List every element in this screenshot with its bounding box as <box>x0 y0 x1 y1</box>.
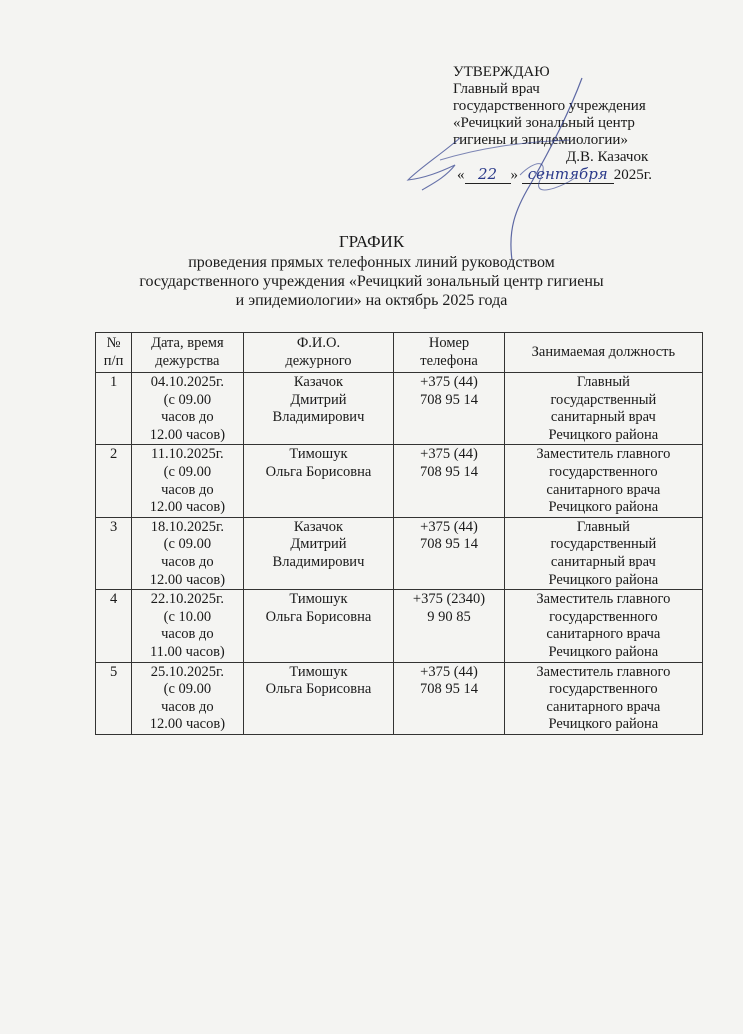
cell-position <box>504 373 702 445</box>
approval-date <box>457 166 652 184</box>
table-row <box>96 590 703 662</box>
table-row <box>96 517 703 589</box>
cell-line: 04.10.2025г. <box>150 374 224 390</box>
cell-line: 25.10.2025г. <box>150 663 224 680</box>
cell-phone <box>394 662 504 734</box>
cell-line: 2 <box>109 446 118 463</box>
cell-line: государственного <box>549 463 658 480</box>
cell-line: 18.10.2025г. <box>150 518 224 535</box>
cell-number <box>96 590 132 662</box>
cell-line: 5 <box>109 663 118 680</box>
date-close-quote: » <box>510 167 518 183</box>
header-line: № <box>106 335 121 352</box>
cell-line: +375 (44) <box>420 446 478 463</box>
cell-line: государственный <box>550 391 657 408</box>
cell-line: 11.00 часов) <box>149 643 225 660</box>
cell-line: 12.00 часов) <box>149 426 226 443</box>
cell-line: 22.10.2025г. <box>150 591 224 608</box>
cell-name <box>243 445 394 517</box>
header-phone <box>394 333 504 373</box>
cell-line: Заместитель главного <box>536 663 671 680</box>
cell-line: Дмитрий <box>290 536 347 553</box>
title-subtitle-line: проведения прямых телефонных линий руководством <box>188 254 555 271</box>
date-day: 22 <box>465 166 511 184</box>
cell-line: (с 09.00 <box>163 391 212 408</box>
cell-date <box>132 445 243 517</box>
cell-line: Речицкого района <box>548 716 659 733</box>
cell-line: +375 (44) <box>420 518 478 535</box>
cell-position <box>504 662 702 734</box>
cell-line: Речицкого района <box>548 499 659 516</box>
date-year: 2025г. <box>613 167 652 183</box>
cell-line: 708 95 14 <box>420 391 479 408</box>
cell-date <box>132 662 243 734</box>
cell-line: Заместитель главного <box>536 446 671 463</box>
cell-line: государственного <box>549 681 658 698</box>
cell-name <box>243 373 394 445</box>
cell-position <box>504 590 702 662</box>
cell-date <box>132 590 243 662</box>
cell-line: 4 <box>109 591 118 608</box>
header-line: п/п <box>103 353 124 369</box>
approval-line: Главный врач <box>453 81 540 97</box>
cell-name <box>243 662 394 734</box>
cell-line: санитарного врача <box>546 481 661 498</box>
cell-phone <box>394 445 504 517</box>
cell-line: +375 (44) <box>420 374 478 390</box>
header-line: дежурного <box>285 353 352 369</box>
cell-line: Речицкого района <box>548 426 659 443</box>
table-row <box>96 373 703 445</box>
cell-position <box>504 445 702 517</box>
cell-line: Тимошук <box>289 663 348 680</box>
approval-signer: Д.В. Казачок <box>566 149 649 165</box>
cell-line: санитарного врача <box>546 626 661 643</box>
cell-number <box>96 517 132 589</box>
cell-number <box>96 445 132 517</box>
cell-line: 708 95 14 <box>420 536 479 553</box>
cell-line: +375 (44) <box>420 663 478 680</box>
cell-line: Ольга Борисовна <box>265 608 372 625</box>
cell-position <box>504 517 702 589</box>
cell-line: часов до <box>161 698 214 715</box>
cell-line: Ольга Борисовна <box>265 463 372 480</box>
cell-line: государственного <box>549 608 658 625</box>
cell-line: (с 09.00 <box>163 463 212 480</box>
cell-line: Заместитель главного <box>536 591 671 608</box>
date-open-quote: « <box>457 167 465 183</box>
header-name <box>243 333 394 373</box>
cell-name <box>243 590 394 662</box>
approval-line: «Речицкий зональный центр <box>453 115 635 131</box>
cell-number <box>96 662 132 734</box>
cell-line: +375 (2340) <box>412 591 486 608</box>
cell-date <box>132 373 243 445</box>
title-heading: ГРАФИК <box>338 232 405 251</box>
header-position <box>504 333 702 373</box>
table-header-row <box>96 333 703 373</box>
cell-line: 1 <box>109 374 118 390</box>
cell-line: Дмитрий <box>290 391 347 408</box>
date-month: сентября <box>522 166 614 184</box>
cell-line: 708 95 14 <box>420 463 479 480</box>
cell-name <box>243 517 394 589</box>
cell-line: часов до <box>161 626 214 643</box>
header-line: Ф.И.О. <box>296 335 341 352</box>
approval-block <box>453 64 652 184</box>
cell-line: (с 09.00 <box>163 681 212 698</box>
header-number <box>96 333 132 373</box>
cell-line: санитарный врач <box>550 553 656 570</box>
header-line: дежурства <box>155 353 220 369</box>
approval-line: государственного учреждения <box>453 98 646 114</box>
cell-line: Речицкого района <box>548 643 659 660</box>
cell-line: 708 95 14 <box>420 681 479 698</box>
cell-phone <box>394 373 504 445</box>
cell-line: 12.00 часов) <box>149 571 226 588</box>
cell-phone <box>394 590 504 662</box>
table-row <box>96 445 703 517</box>
title-subtitle-line: и эпидемиологии» на октябрь 2025 года <box>235 292 508 309</box>
cell-line: санитарный врач <box>550 409 656 426</box>
cell-line: 11.10.2025г. <box>151 446 224 463</box>
header-date <box>132 333 243 373</box>
cell-line: 9 90 85 <box>427 608 471 625</box>
cell-line: Главный <box>576 518 630 535</box>
cell-line: Казачок <box>293 518 343 535</box>
approval-heading: УТВЕРЖДАЮ <box>453 64 550 80</box>
header-line: Дата, время <box>151 335 224 352</box>
header-line: телефона <box>420 353 478 369</box>
schedule-table <box>95 332 703 735</box>
cell-line: 12.00 часов) <box>149 716 226 733</box>
cell-line: 3 <box>109 518 118 535</box>
cell-line: Владимирович <box>272 409 365 426</box>
cell-line: (с 09.00 <box>163 536 212 553</box>
cell-date <box>132 517 243 589</box>
document-title <box>0 232 743 310</box>
cell-line: Главный <box>576 374 630 390</box>
cell-line: Речицкого района <box>548 571 659 588</box>
cell-line: санитарного врача <box>546 698 661 715</box>
cell-line: Казачок <box>293 374 343 390</box>
cell-phone <box>394 517 504 589</box>
title-subtitle-line: государственного учреждения «Речицкий зональный центр гигиены <box>139 273 604 290</box>
cell-line: часов до <box>161 409 214 426</box>
cell-line: Ольга Борисовна <box>265 681 372 698</box>
cell-line: 12.00 часов) <box>149 499 226 516</box>
header-line: Занимаемая должность <box>531 344 676 361</box>
cell-line: Владимирович <box>272 553 365 570</box>
cell-number <box>96 373 132 445</box>
cell-line: государственный <box>550 536 657 553</box>
cell-line: часов до <box>161 553 214 570</box>
cell-line: часов до <box>161 481 214 498</box>
table-row <box>96 662 703 734</box>
cell-line: (с 10.00 <box>163 608 212 625</box>
approval-line: гигиены и эпидемиологии» <box>453 132 628 148</box>
cell-line: Тимошук <box>289 446 348 463</box>
cell-line: Тимошук <box>289 591 348 608</box>
header-line: Номер <box>428 335 470 352</box>
